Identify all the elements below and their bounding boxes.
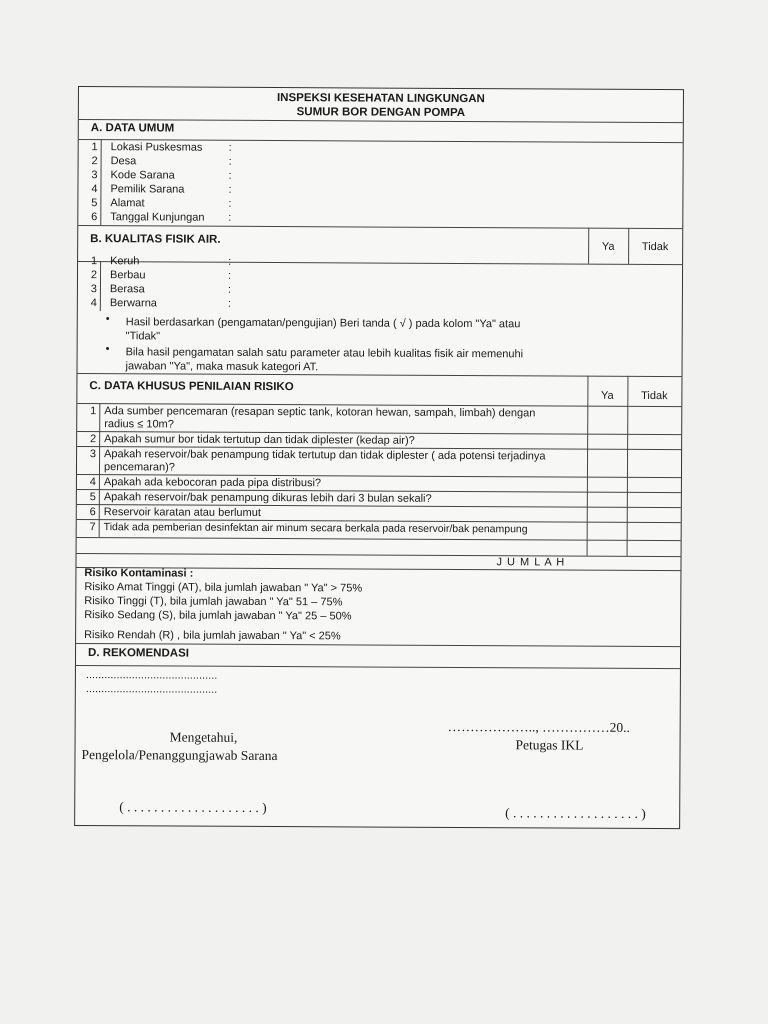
field-berasa: Berasa [109, 283, 145, 296]
bullet-icon: • [105, 313, 110, 326]
section-a-heading: A. DATA UMUM [90, 122, 175, 135]
place-date: ……………….., ……………20.. [447, 718, 630, 735]
field-alamat: Alamat [110, 197, 145, 210]
section-a-list: 1 Lokasi Puskesmas : 2 Desa : 3 Kode Sarana : 4 Pemilik Sarana : 5 Alamat : 6 Tanggal Kunjungan : [91, 141, 232, 224]
section-d-heading: D. REKOMENDASI [87, 647, 190, 660]
risiko-t: Risiko Tinggi (T), bila jumlah jawaban " Ya" 51 – 75% [84, 595, 343, 609]
risk-item-4: Apakah ada kebocoran pada pipa distribusi? [103, 476, 322, 490]
risk-item-3-line1: Apakah reservoir/bak penampung tidak tertutup dan tidak diplester ( ada potensi terjadinya [104, 448, 546, 463]
section-b-col-tidak: Tidak [641, 240, 669, 254]
risk-item-1-line1: Ada sumber pencemaran (resapan septic tank, kotoran hewan, sampah, limbah) dengan [104, 405, 536, 420]
risiko-s: Risiko Sedang (S), bila jumlah jawaban " Ya" 25 – 50% [84, 609, 352, 623]
mengetahui-label: Mengetahui, [169, 729, 238, 745]
form-title-line1: INSPEKSI KESEHATAN LINGKUNGAN [276, 92, 485, 106]
note-2-line1: Bila hasil pengamatan salah satu parameter atau lebih kualitas fisik air memenuhi [125, 346, 524, 361]
form-title-line2: SUMUR BOR DENGAN POMPA [296, 106, 466, 120]
section-c-col-tidak: Tidak [641, 389, 668, 403]
risk-item-6: Reservoir karatan atau berlumut [103, 506, 261, 519]
pengelola-label: Pengelola/Penanggungjawab Sarana [81, 747, 278, 764]
field-lokasi-puskesmas: Lokasi Puskesmas [110, 141, 203, 154]
note-1-line2: "Tidak" [125, 330, 161, 343]
field-desa: Desa [110, 155, 137, 168]
risiko-r: Risiko Rendah (R) , bila jumlah jawaban " Ya" < 25% [84, 629, 341, 643]
section-c-col-ya: Ya [601, 389, 614, 402]
section-b-col-ya: Ya [601, 240, 615, 253]
field-pemilik-sarana: Pemilik Sarana [110, 183, 185, 196]
bullet-icon: • [105, 343, 110, 356]
jumlah-label: J U M L A H [496, 556, 566, 569]
field-berbau: Berbau [109, 269, 146, 282]
field-berwarna: Berwarna [109, 297, 157, 310]
field-tanggal-kunjungan: Tanggal Kunjungan [110, 211, 205, 224]
risk-item-7: Tidak ada pemberian desinfektan air minum secara berkala pada reservoir/bak penampung [103, 521, 528, 536]
risiko-heading: Risiko Kontaminasi : [84, 567, 194, 580]
risk-item-3-line2: pencemaran)? [103, 461, 175, 474]
field-kode-sarana: Kode Sarana [110, 169, 175, 182]
risiko-at: Risiko Amat Tinggi (AT), bila jumlah jawaban " Ya" > 75% [84, 581, 363, 595]
risk-item-5: Apakah reservoir/bak penampung dikuras lebih dari 3 bulan sekali? [103, 491, 432, 505]
note-2-line2: jawaban "Ya", maka masuk kategori AT. [125, 360, 319, 374]
risk-item-1-line2: radius ≤ 10m? [104, 418, 174, 431]
left-signature-line: ( . . . . . . . . . . . . . . . . . . . . ) [119, 799, 267, 815]
rekomendasi-line2: ........................................... [85, 683, 218, 696]
risk-item-2: Apakah sumur bor tidak tertutup dan tidak diplester (kedap air)? [104, 433, 415, 447]
section-b-heading: B. KUALITAS FISIK AIR. [90, 233, 221, 246]
rekomendasi-line1: ........................................... [85, 669, 218, 682]
section-c-heading: C. DATA KHUSUS PENILAIAN RISIKO [89, 380, 294, 394]
petugas-label: Petugas IKL [515, 737, 584, 753]
field-keruh: Keruh [110, 255, 140, 268]
right-signature-line: ( . . . . . . . . . . . . . . . . . . . ) [505, 805, 646, 821]
note-1-line1: Hasil berdasarkan (pengamatan/pengujian) Beri tanda ( √ ) pada kolom "Ya" atau [125, 316, 521, 331]
inspection-form: INSPEKSI KESEHATAN LINGKUNGAN SUMUR BOR DENGAN POMPA A. DATA UMUM 1 Lokasi Puskesmas : 2 Desa : 3 Kode Sarana : 4 Pemilik Sarana : 5 Alamat : 6 Tanggal Kunjungan : B. KUALITAS FISIK AIR. Ya Tidak 1 Keruh : 2 Berbau : 3 Berasa : 4 Berwarna : • Hasil berdasarkan (pengamatan/pengujian) Beri tanda ( √ ) pada kolom "Ya" atau "Tidak" • Bila hasil pengamatan salah satu parameter atau lebih kualitas fisik air memenuhi jawaban "Ya", maka masuk kategori AT. C. DATA KHUSUS PENILAIAN RISIKO Ya Tidak 1 Ada sumber pencemaran (resapan septic tank, kotoran hewan, sampah, limbah) dengan radius ≤ 10m? 2 Apakah sumur bor tidak tertutup dan tidak diplester (kedap air)? 3 Apakah reservoir/bak penampung tidak tertutup dan tidak diplester ( ada potensi terjadinya pencemaran)? 4 Apakah ada kebocoran pada pipa distribusi? 5 Apakah reservoir/bak penampung dikuras lebih dari 3 bulan sekali? 6 Reservoir karatan atau berlumut 7 Tidak ada pemberian desinfektan air minum secara berkala pada reservoir/bak penampung J U M L A H Risiko Kontaminasi : Risiko Amat Tinggi (AT), bila jumlah jawaban " Ya" > 75% Risiko Tinggi (T), bila jumlah jawaban " Ya" 51 – 75% Risiko Sedang (S), bila jumlah jawaban " Ya" 25 – 50% Risiko Rendah (R) , bila jumlah jawaban " Ya" < 25% D. REKOMENDASI ........................................... ........................................... ……………….., ……………20.. Mengetahui, Petugas IKL Pengelola/Penanggungjawab Sarana ( . . . . . . . . . . . . . . . . . . . . ) ( . . . . . . . . . . . . . . . . . . . ) [74, 86, 684, 829]
